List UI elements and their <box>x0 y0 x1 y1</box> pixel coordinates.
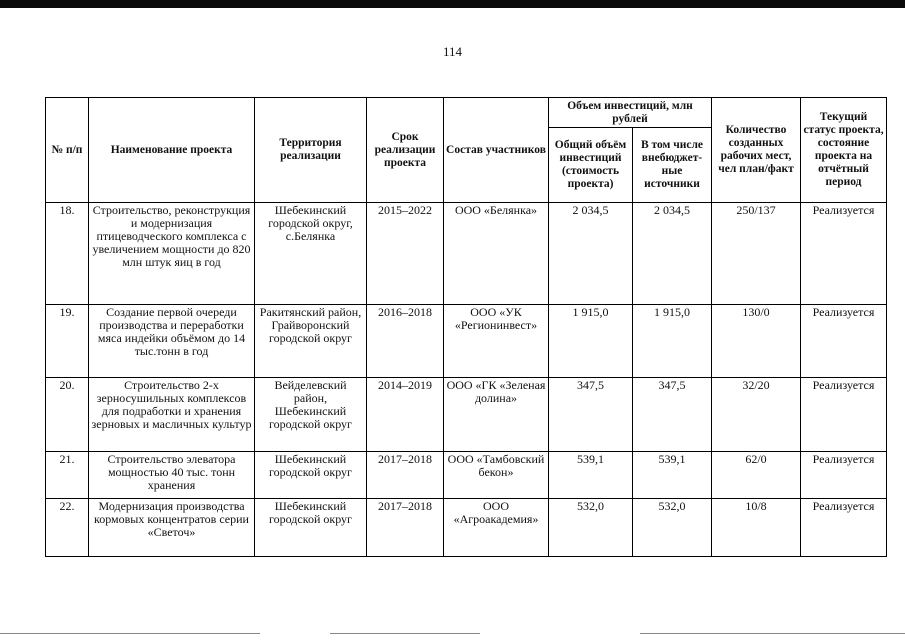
cell-name: Строительство 2-х зерносушильных комплексов для подработки и хранения зерновых и масличных культур <box>89 378 255 452</box>
header-territory: Территория реализации <box>255 98 367 203</box>
cell-investment-total: 347,5 <box>549 378 633 452</box>
table-row <box>46 305 887 378</box>
cell-investment-extrabudget: 532,0 <box>633 499 712 557</box>
cell-jobs: 130/0 <box>712 305 801 378</box>
table-header <box>46 98 887 203</box>
table-body <box>46 203 887 557</box>
cell-num: 19. <box>46 305 89 378</box>
cell-name: Модернизация производства кормовых концентратов серии «Светоч» <box>89 499 255 557</box>
scan-bottom-rule <box>640 633 905 634</box>
header-status: Текущий статус проекта, состояние проекта на отчётный период <box>801 98 887 203</box>
cell-status: Реализуется <box>801 499 887 557</box>
scan-top-edge <box>0 0 905 8</box>
cell-participants: ООО «УК «Регионинвест» <box>444 305 549 378</box>
header-name: Наименование проекта <box>89 98 255 203</box>
cell-period: 2016–2018 <box>367 305 444 378</box>
scan-bottom-rule <box>0 633 260 634</box>
cell-period: 2014–2019 <box>367 378 444 452</box>
cell-name: Создание первой очереди производства и переработки мяса индейки объёмом до 14 тыс.тонн в год <box>89 305 255 378</box>
cell-investment-extrabudget: 1 915,0 <box>633 305 712 378</box>
investment-projects-table <box>45 97 887 557</box>
cell-jobs: 250/137 <box>712 203 801 305</box>
cell-investment-extrabudget: 2 034,5 <box>633 203 712 305</box>
header-jobs: Количество созданных рабочих мест, чел план/факт <box>712 98 801 203</box>
cell-territory: Шебекинский городской округ <box>255 499 367 557</box>
cell-period: 2017–2018 <box>367 452 444 499</box>
cell-investment-total: 1 915,0 <box>549 305 633 378</box>
table-row <box>46 203 887 305</box>
cell-territory: Шебекинский городской округ <box>255 452 367 499</box>
cell-jobs: 62/0 <box>712 452 801 499</box>
cell-investment-total: 532,0 <box>549 499 633 557</box>
cell-num: 18. <box>46 203 89 305</box>
cell-investment-total: 2 034,5 <box>549 203 633 305</box>
cell-status: Реализуется <box>801 378 887 452</box>
cell-jobs: 10/8 <box>712 499 801 557</box>
cell-investment-total: 539,1 <box>549 452 633 499</box>
header-period: Срок реализации проекта <box>367 98 444 203</box>
table-row <box>46 378 887 452</box>
cell-participants: ООО «Белянка» <box>444 203 549 305</box>
cell-name: Строительство, реконструкция и модернизация птицеводческого комплекса с увеличением мощности до 820 млн штук яиц в год <box>89 203 255 305</box>
cell-participants: ООО «Агроакадемия» <box>444 499 549 557</box>
cell-status: Реализуется <box>801 452 887 499</box>
header-participants: Состав участников <box>444 98 549 203</box>
cell-period: 2017–2018 <box>367 499 444 557</box>
cell-investment-extrabudget: 539,1 <box>633 452 712 499</box>
cell-num: 20. <box>46 378 89 452</box>
cell-territory: Вейделевский район, Шебекинский городской округ <box>255 378 367 452</box>
header-num: № п/п <box>46 98 89 203</box>
cell-participants: ООО «ГК «Зеленая долина» <box>444 378 549 452</box>
table-row <box>46 452 887 499</box>
header-investment-group: Объем инвестиций, млн рублей <box>549 98 712 128</box>
header-investment-extrabudget: В том числе внебюджет-ные источники <box>633 128 712 203</box>
cell-status: Реализуется <box>801 305 887 378</box>
scan-bottom-rule <box>330 633 480 634</box>
cell-status: Реализуется <box>801 203 887 305</box>
table-row <box>46 499 887 557</box>
header-investment-total: Общий объём инвестиций (стоимость проекта) <box>549 128 633 203</box>
cell-num: 21. <box>46 452 89 499</box>
cell-territory: Шебекинский городской округ, с.Белянка <box>255 203 367 305</box>
cell-participants: ООО «Тамбовский бекон» <box>444 452 549 499</box>
cell-period: 2015–2022 <box>367 203 444 305</box>
page-number: 114 <box>442 44 463 59</box>
cell-name: Строительство элеватора мощностью 40 тыс. тонн хранения <box>89 452 255 499</box>
cell-jobs: 32/20 <box>712 378 801 452</box>
cell-investment-extrabudget: 347,5 <box>633 378 712 452</box>
cell-num: 22. <box>46 499 89 557</box>
cell-territory: Ракитянский район, Грайворонский городской округ <box>255 305 367 378</box>
